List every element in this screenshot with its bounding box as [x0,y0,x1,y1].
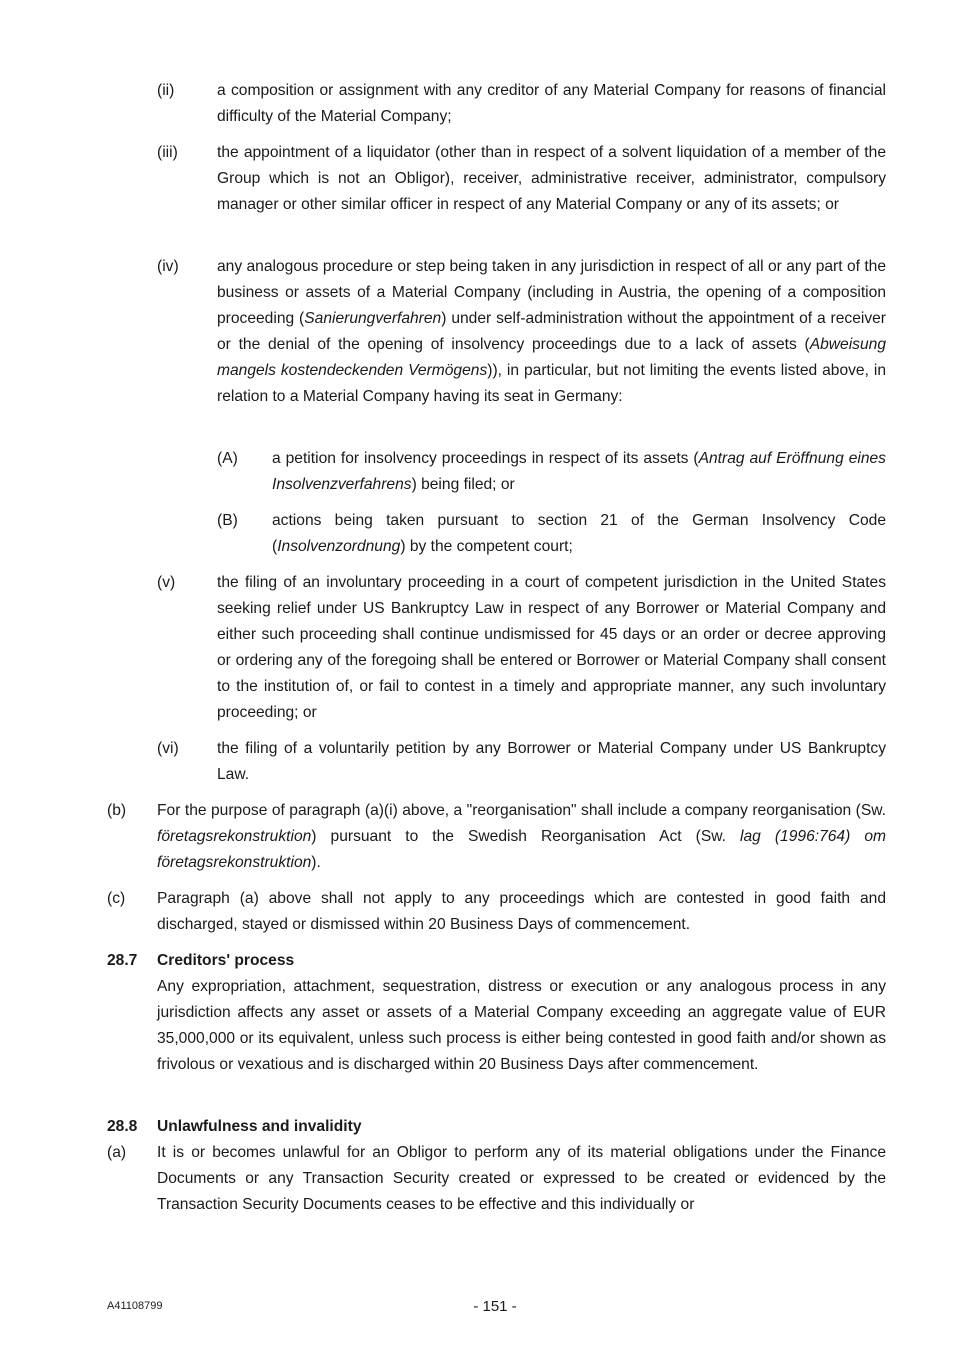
list-text [272,446,886,498]
text-run: ) by the competent court; [400,538,573,555]
section-title: Unlawfulness and invalidity [157,1118,362,1135]
text-run: For the purpose of paragraph (a)(i) above, a "reorganisation" shall include a company reorganisation (Sw. [157,802,886,819]
italic-term: Sanierungverfahren [304,310,442,327]
list-text: the filing of an involuntary proceeding in a court of competent jurisdiction in the United States seeking relief under US Bankruptcy Law in respect of any Borrower or Material Company and either such proceeding shall continue undismissed for 45 days or an order or decree approving or ordering any of the foregoing shall be entered or Borrower or Material Company shall consent to the institution of, or fail to contest in a timely and appropriate manner, any such involuntary proceeding; or [217,574,886,721]
list-text [272,508,886,560]
list-label: (vi) [157,740,179,757]
list-label: (ii) [157,82,175,99]
text-run: ) pursuant to the Swedish Reorganisation Act (Sw. [311,828,741,845]
list-label: (iii) [157,144,178,161]
list-text [217,254,886,410]
list-item-b [107,798,886,876]
list-item-iv [157,254,886,410]
italic-term: Abweisung mangels kostendeckenden Vermögens [217,336,886,379]
text-run: any analogous procedure or step being taken in any jurisdiction in respect of all or any part of the business or assets of a Material Company (including in Austria, the opening of a composition proceeding ( [217,258,886,327]
list-item-28-8-a [107,1140,886,1218]
list-label: (v) [157,574,176,591]
italic-term: Insolvenzordnung [277,538,401,555]
italic-term: lag (1996:764) om företagsrekonstruktion [157,828,886,871]
list-label: (c) [107,890,126,907]
list-item-c [107,886,886,938]
text-run: )), in particular, but not limiting the events listed above, in relation to a Material Company having its seat in Germany: [217,362,887,405]
text-run: ) under self-administration without the appointment of a receiver or the denial of the opening of insolvency proceedings due to a lack of assets ( [217,310,886,353]
section-number: 28.7 [107,952,138,969]
list-text: a composition or assignment with any creditor of any Material Company for reasons of financial difficulty of the Material Company; [217,82,886,125]
list-item-iii [157,140,886,218]
text-run: a petition for insolvency proceedings in respect of its assets ( [272,450,699,467]
section-body-28-7 [107,974,886,1078]
list-item-A [217,446,886,498]
list-item-vi [157,736,886,788]
list-label: (a) [107,1144,127,1161]
section-number: 28.8 [107,1118,138,1135]
list-text: It is or becomes unlawful for an Obligor to perform any of its material obligations under the Finance Documents or any Transaction Security created or expressed to be created or evidenced by the Transaction Security Documents ceases to be effective and this individually or [157,1144,886,1213]
list-item-B [217,508,886,560]
italic-term: Antrag auf Eröffnung eines Insolvenzverfahrens [272,450,886,493]
section-title: Creditors' process [157,952,295,969]
list-label: (b) [107,802,127,819]
list-item-ii [157,78,886,130]
list-text: the filing of a voluntarily petition by any Borrower or Material Company under US Bankruptcy Law. [217,740,886,783]
section-heading-28-8 [107,1114,886,1140]
list-label: (iv) [157,258,179,275]
list-label: (B) [217,512,238,529]
italic-term: företagsrekonstruktion [157,828,312,845]
section-heading-28-7 [107,948,886,974]
text-run: actions being taken pursuant to section 21 of the German Insolvency Code ( [272,512,886,555]
list-item-v [157,570,886,726]
text-run: ). [311,854,321,871]
list-text: Paragraph (a) above shall not apply to any proceedings which are contested in good faith and discharged, stayed or dismissed within 20 Business Days of commencement. [157,890,886,933]
text-run: ) being filed; or [411,476,515,493]
list-text: the appointment of a liquidator (other than in respect of a solvent liquidation of a member of the Group which is not an Obligor), receiver, administrative receiver, administrator, compulsory manager or other similar officer in respect of any Material Company or any of its assets; or [217,144,886,213]
page-number: - 151 - [473,1298,517,1315]
document-reference: A41108799 [107,1300,163,1312]
section-text: Any expropriation, attachment, sequestration, distress or execution or any analogous process in any jurisdiction affects any asset or assets of a Material Company exceeding an aggregate value of EUR 35,000,000 or its equivalent, unless such process is either being contested in good faith and/or shown as frivolous or vexatious and is discharged within 20 Business Days after commencement. [157,978,886,1073]
list-text [157,798,886,876]
list-label: (A) [217,450,238,467]
